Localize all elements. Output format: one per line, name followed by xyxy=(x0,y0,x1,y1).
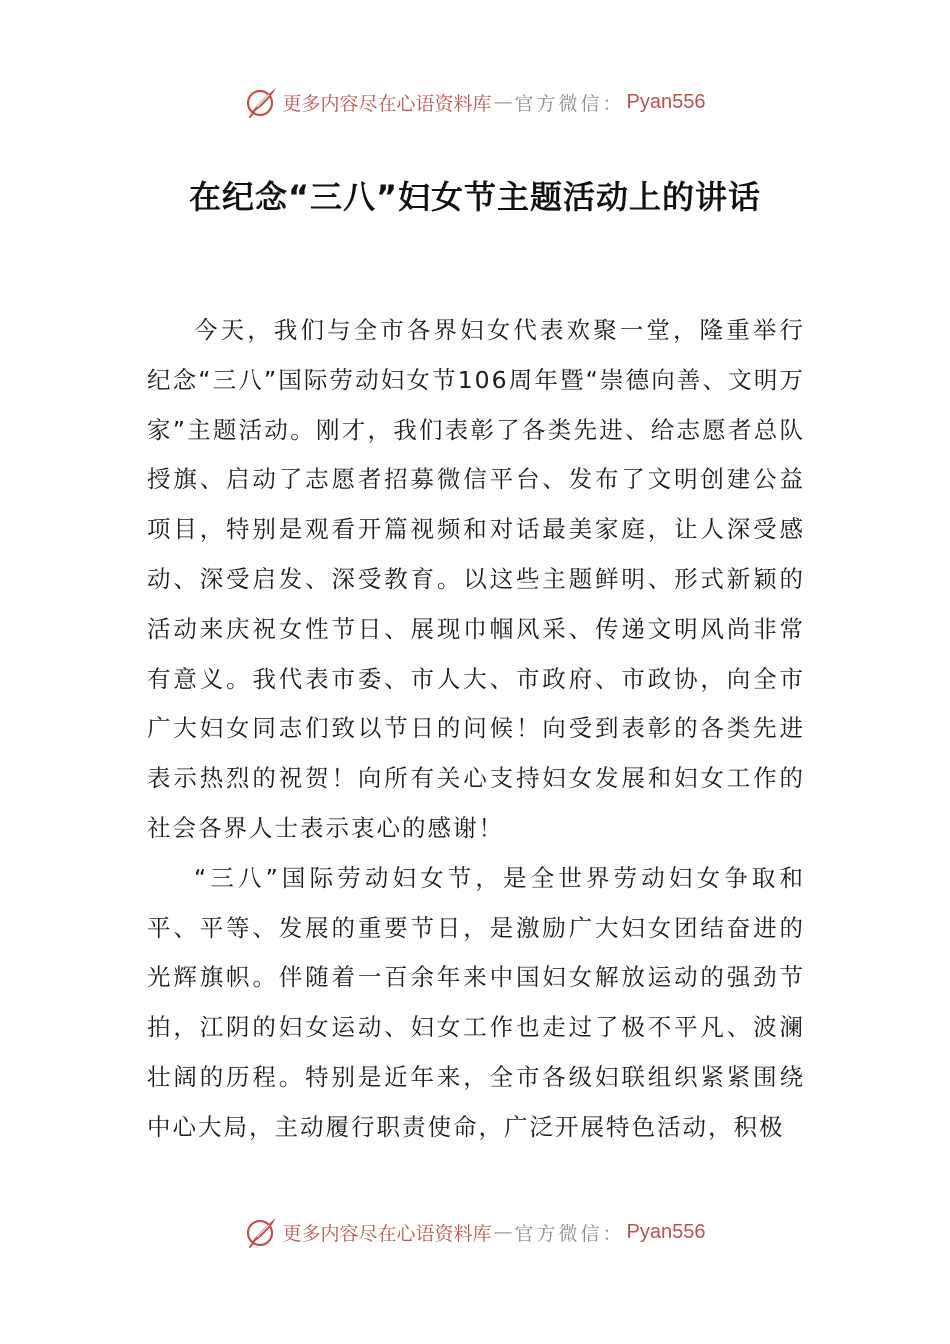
footer-banner xyxy=(0,1212,950,1252)
footer-separator: — xyxy=(493,1221,513,1243)
document-title: 在纪念“三八”妇女节主题活动上的讲话 xyxy=(188,178,762,216)
quill-pen-logo-icon xyxy=(245,1215,279,1249)
footer-wechat-id: Pyan556 xyxy=(626,1220,706,1243)
body-paragraph-1: 今天，我们与全市各界妇女代表欢聚一堂，隆重举行纪念“三八”国际劳动妇女节106周年暨“崇德向善、文明万家”主题活动。刚才，我们表彰了各类先进、给志愿者总队授旗、启动了志愿者招募微信平台、发布了文明创建公益项目，特别是观看开篇视频和对话最美家庭，让人深受感动、深受启发、深受教育。以这些主题鲜明、形式新颖的活动来庆祝女性节日、展现巾帼风采、传递文明风尚非常有意义。我代表市委、市人大、市政府、市政协，向全市广大妇女同志们致以节日的问候！向受到表彰的各类先进表示热烈的祝贺！向所有关心支持妇女发展和妇女工作的社会各界人士表示衷心的感谢！ xyxy=(147,316,805,842)
header-official-label: 官方微信： xyxy=(514,92,625,115)
footer-official-label: 官方微信： xyxy=(514,1222,625,1245)
header-banner xyxy=(0,82,950,122)
header-separator: — xyxy=(493,91,513,113)
document-body xyxy=(147,306,805,1153)
header-brand-text: 更多内容尽在心语资料库 xyxy=(282,92,492,115)
footer-brand-text: 更多内容尽在心语资料库 xyxy=(282,1222,492,1245)
header-wechat-id: Pyan556 xyxy=(626,90,706,113)
quill-pen-logo-icon xyxy=(245,85,279,119)
body-paragraph-2: “三八”国际劳动妇女节，是全世界劳动妇女争取和平、平等、发展的重要节日，是激励广大妇女团结奋进的光辉旗帜。伴随着一百余年来中国妇女解放运动的强劲节拍，江阴的妇女运动、妇女工作也走过了极不平凡、波澜壮阔的历程。特别是近年来，全市各级妇联组织紧紧围绕中心大局，主动履行职责使命，广泛开展特色活动，积极 xyxy=(147,863,805,1141)
